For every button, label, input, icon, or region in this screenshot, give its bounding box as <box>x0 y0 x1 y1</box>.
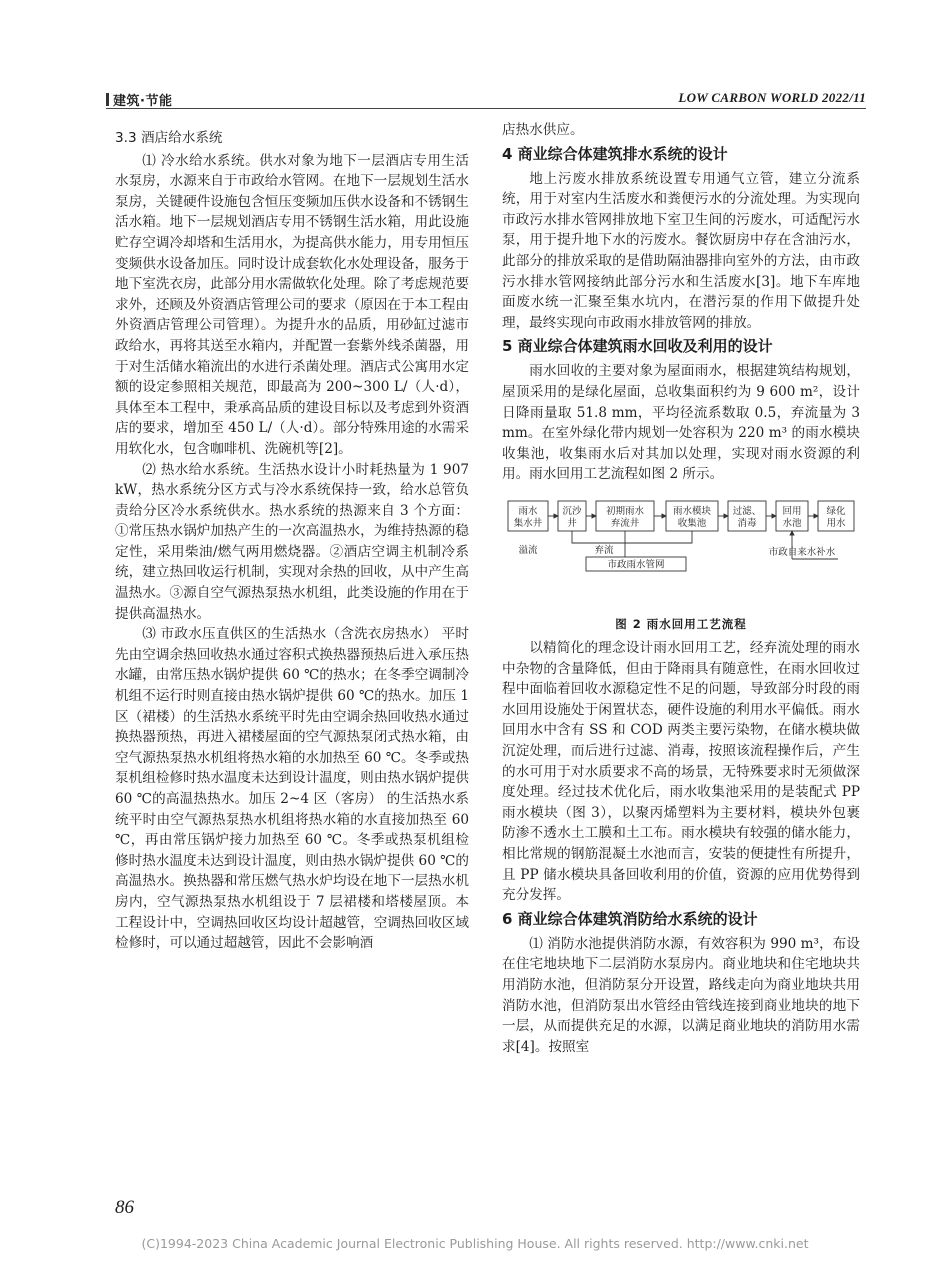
box-sand-well-label-1: 沉沙 <box>562 505 582 517</box>
box-filter-label-1: 过滤、 <box>732 505 762 517</box>
box-filter-label-2: 消毒 <box>737 517 757 529</box>
rainwater-paragraph: 雨水回收的主要对象为屋面雨水，根据建筑结构规划，屋顶采用的是绿化屋面，总收集面积约为 9 600 m²，设计日降雨量取 51.8 mm，平均径流系数取 0.5，弃流量为 3 mm。在室外绿化带内规划一处容积为 220 m³ 的雨水模块收集池，收集雨水后对其加以处理，实现对雨水资源的利用。雨水回用工艺流程如图 2 所示。 <box>502 363 860 483</box>
municipal-hot-water-paragraph: ⑶ 市政水压直供区的生活热水（含洗衣房热水） 平时先由空调余热回收热水通过容积式换热器预热后进入承压热水罐，由常压热水锅炉提供 60 ℃的热水；在冬季空调制冷机组不运行时则直接由热水锅炉提供 60 ℃的热水。加压 1 区（裙楼）的生活热水系统平时先由空调余热回收热水通过换热器预热，再进入裙楼屋面的空气源热泵闭式热水箱，由空气源热泵热水机组将热水箱的水加热至 60 ℃。冬季或热泵机组检修时热水温度未达到设计温度，则由热水锅炉提供 60 ℃的高温热热水。加压 2~4 区（客房） 的生活热水系统平时由空气源热泵热水机组将热水箱的水直接加热至 60 ℃，再由常压锅炉接力加热至 60 ℃。冬季或热泵机组检修时热水温度未达到设计温度，则由热水锅炉提供 60 ℃的高温热水。换热器和常压燃气热水炉均设在地下一层热水机房内，空气源热泵热水机组设于 7 层裙楼和塔楼屋顶。本工程设计中，空调热回收区均设计超越管，空调热回收区域检修时，可以通过超越管，因此不会影响酒 <box>115 626 469 952</box>
box-rainwater-well-label-1: 雨水 <box>518 505 538 517</box>
box-sand-well-label-2: 井 <box>567 517 577 529</box>
box-reuse-pool-label-2: 水池 <box>782 517 802 529</box>
header-rule <box>106 108 866 109</box>
box-initial-discard-label-1: 初期雨水 <box>605 505 645 517</box>
box-reuse-pool-label-1: 回用 <box>782 505 802 517</box>
cold-water-paragraph: ⑴ 冷水给水系统。供水对象为地下一层酒店专用生活水泵房，水源来自于市政给水管网。在地下一层规划生活水泵房，关键硬件设施包含恒压变频加压供水设备和不锈钢生活水箱。地下一层规划酒店专用不锈钢生活水箱，用此设施贮存空调冷却塔和生活用水，为提高供水能力，用专用恒压变频供水设备加压。同时设计成套软化水处理设备，服务于地下室洗衣房，此部分用水需做软化处理。除了考虑规范要求外，还顾及外资酒店管理公司的要求（原因在于本工程由外资酒店管理公司管理）。为提升水的品质，用砂缸过滤市政给水，再将其送至水箱内，并配置一套紫外线杀菌器，用于对生活储水箱流出的水进行杀菌处理。酒店式公寓用水定额的设定参照相关规范，即最高为 200~300 L/（人·d），具体至本工程中，秉承高品质的建设目标以及考虑到外资酒店的要求，增加至 450 L/（人·d）。部分特殊用途的水需采用软化水，包含咖啡机、洗碗机等[2]。 <box>115 152 469 457</box>
box-greening-label-1: 绿化 <box>826 505 846 517</box>
continued-paragraph: 店热水供应。 <box>502 122 584 138</box>
section-5-heading: 5 商业综合体建筑雨水回收及利用的设计 <box>502 337 773 356</box>
label-discard: 弃流 <box>594 544 614 556</box>
hot-water-paragraph: ⑵ 热水给水系统。生活热水设计小时耗热量为 1 907 kW，热水系统分区方式与冷水系统保持一致，给水总管负责给分区冷水系统供水。热水系统的热源来自 3 个方面：①常压热水锅炉加热产生的一次高温热水，为维持热源的稳定性，采用柴油/燃气两用燃烧器。②酒店空调主机制冷系统，建立热回收运行机制，实现对余热的回收，从中产生高温热水。③源自空气源热泵热水机组，此类设施的作用在于提供高温热水。 <box>115 461 469 622</box>
box-initial-discard-label-2: 弃流井 <box>610 517 640 529</box>
drainage-paragraph: 地上污废水排放系统设置专用通气立管，建立分流系统，用于对室内生活废水和粪便污水的分流处理。为实现向市政污水排水管网排放地下室卫生间的污废水，可适配污水泵，用于提升地下水的污废水。餐饮厨房中存在含油污水，此部分的排放采取的是借助隔油器排向室外的方法，由市政污水排水管网接纳此部分污水和生活废水[3]。地下车库地面废水统一汇聚至集水坑内，在潜污泵的作用下做提升处理，最终实现向市政雨水排放管网的排放。 <box>502 170 860 331</box>
label-overflow: 溢流 <box>518 544 538 556</box>
box-greening-label-2: 用水 <box>826 517 846 529</box>
rainwater-flow-diagram <box>502 493 860 601</box>
overflow-line <box>572 531 692 543</box>
box-module-tank-label-2: 收集池 <box>677 517 707 529</box>
section-label: 建筑·节能 <box>113 94 173 109</box>
section-4-heading: 4 商业综合体建筑排水系统的设计 <box>502 144 728 163</box>
copyright-footer: (C)1994-2023 China Academic Journal Electronic Publishing House. All rights reserved. http://www.cnki.net <box>141 1236 809 1251</box>
label-municipal-rain: 市政雨水管网 <box>607 559 665 571</box>
running-header-left <box>106 90 172 109</box>
page-number: 86 <box>115 1197 134 1218</box>
label-tap-supply: 市政自来水补水 <box>768 546 836 558</box>
reuse-process-paragraph: 以精简化的理念设计雨水回用工艺，经弃流处理的雨水中杂物的含量降低，但由于降雨具有随意性，在雨水回收过程中面临着回收水源稳定性不足的问题，导致部分时段的雨水回用设施处于闲置状态，硬件设施的利用水平偏低。雨水回用水中含有 SS 和 COD 两类主要污染物，在储水模块做沉淀处理，而后进行过滤、消毒，按照该流程操作后，产生的水可用于对水质要求不高的场景，无特殊要求时无须做深度处理。经过技术优化后，雨水收集池采用的是装配式 PP 雨水模块（图 3），以聚丙烯塑料为主要材料，模块外包裹防渗不透水土工膜和土工布。雨水模块有较强的储水能力，相比常规的钢筋混凝土水池而言，安装的便捷性有所提升，且 PP 储水模块具备回收利用的价值，资源的应用优势得到充分发挥。 <box>502 640 860 904</box>
subsection-3-3-heading: 3.3 酒店给水系统 <box>115 130 223 146</box>
box-module-tank-label-1: 雨水模块 <box>672 505 712 517</box>
figure-2-caption: 图 2 雨水回用工艺流程 <box>615 616 747 631</box>
section-6-heading: 6 商业综合体建筑消防给水系统的设计 <box>502 909 758 928</box>
fire-water-paragraph: ⑴ 消防水池提供消防水源，有效容积为 990 m³，布设在住宅地块地下二层消防水泵房内。商业地块和住宅地块共用消防水池，但消防泵分开设置，路线走向为商业地块共用消防水池，但消防泵出水管经由管线连接到商业地块的地下一层，从而提供充足的水源，以满足商业地块的消防用水需求[4]。按照室 <box>502 935 860 1055</box>
right-column <box>502 120 860 1057</box>
left-column <box>115 120 469 954</box>
running-header-right: LOW CARBON WORLD 2022/11 <box>678 90 866 105</box>
box-rainwater-well-label-2: 集水井 <box>513 517 543 529</box>
